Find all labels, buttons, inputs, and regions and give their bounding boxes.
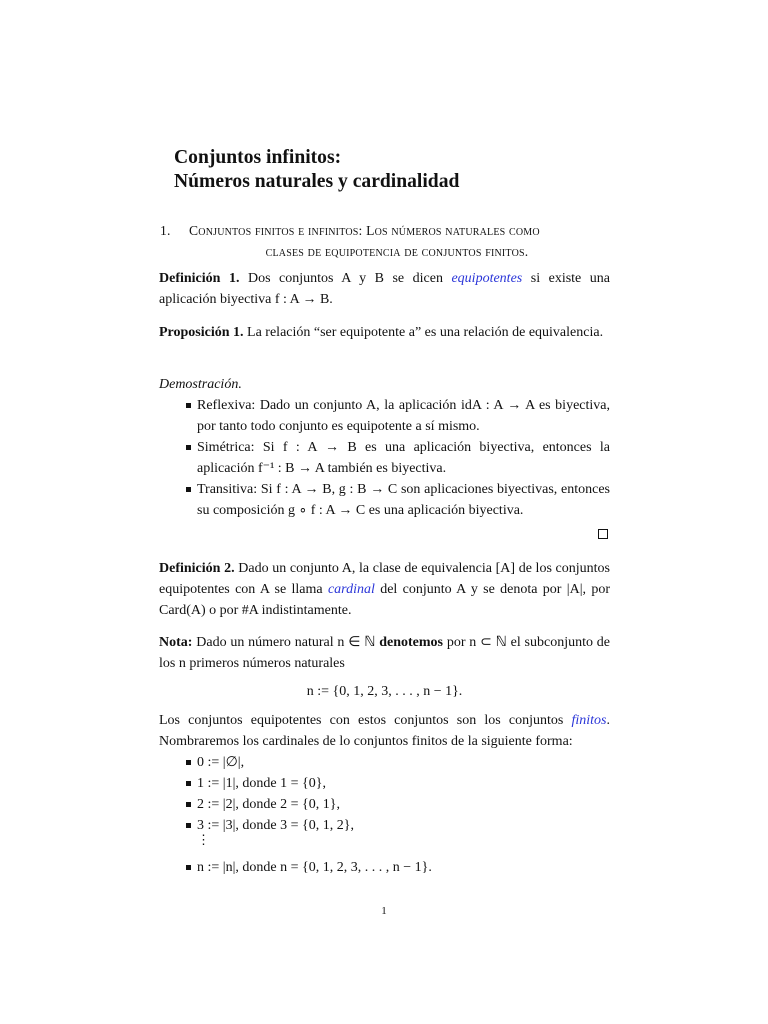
bullet-square-icon	[186, 781, 191, 786]
cardinal-item: 1 := |1|, donde 1 = {0},	[159, 773, 610, 794]
section-title-line-1: Conjuntos finitos e infinitos: Los números naturales como	[189, 223, 540, 238]
definition-2-label: Definición 2.	[159, 561, 235, 576]
bullet-square-icon	[186, 823, 191, 828]
cardinal-item: n := |n|, donde n = {0, 1, 2, 3, . . . , n − 1}.	[159, 857, 610, 878]
definition-1-label: Definición 1.	[159, 271, 240, 286]
definition-2-text-after: del conjunto A y se denota por |A|, por Card(A) o por #A indistintamente.	[159, 582, 610, 618]
nota-formula: n := {0, 1, 2, 3, . . . , n − 1}.	[306, 684, 463, 699]
cardinal-item: 0 := |∅|,	[159, 752, 610, 773]
definition-2	[159, 558, 610, 621]
proof-item-reflexiva: Reflexiva: Dado un conjunto A, la aplicación idA : A → A es biyectiva, por tanto todo conjunto es equipotente a sí mismo.	[159, 395, 610, 437]
proposition-1-text: La relación “ser equipotente a” es una relación de equivalencia.	[243, 325, 604, 340]
cardinal-item: 2 := |2|, donde 2 = {0, 1},	[159, 794, 610, 815]
proposition-1	[159, 322, 610, 343]
title-line-1: Conjuntos infinitos:	[174, 147, 342, 168]
nota	[159, 632, 610, 702]
definition-1	[159, 268, 610, 310]
definition-1-text-before: Dos conjuntos A y B se dicen	[239, 271, 452, 286]
bullet-square-icon	[186, 865, 191, 870]
term-cardinal: cardinal	[327, 582, 375, 597]
definition-1-text-after: si existe una aplicación biyectiva f : A → B.	[159, 271, 610, 307]
bullet-square-icon	[186, 403, 191, 408]
proof-label: Demostración.	[159, 377, 242, 392]
vertical-dots: ⋮	[197, 832, 210, 847]
bullet-square-icon	[186, 487, 191, 492]
nota-bold: denotemos	[379, 635, 444, 650]
nota-text-1: Dado un número natural n ∈ ℕ	[192, 635, 380, 650]
bullet-square-icon	[186, 802, 191, 807]
title-line-2: Números naturales y cardinalidad	[174, 171, 460, 192]
nota-text-2: por n ⊂ ℕ el subconjunto de los n primeros números naturales	[159, 635, 610, 671]
term-finitos: finitos	[571, 713, 607, 728]
section-heading	[160, 220, 608, 262]
proof-item-simetrica: Simétrica: Si f : A → B es una aplicación biyectiva, entonces la aplicación f⁻¹ : B → A también es biyectiva.	[159, 437, 610, 479]
cardinal-list	[159, 752, 610, 878]
section-number: 1.	[160, 223, 171, 238]
section-title-line-2: clases de equipotencia de conjuntos finitos.	[265, 244, 529, 259]
paragraph-text-before: Los conjuntos equipotentes con estos conjuntos son los conjuntos	[159, 713, 572, 728]
proof	[159, 374, 610, 521]
bullet-square-icon	[186, 760, 191, 765]
definition-2-text-before: Dado un conjunto A, la clase de equivalencia [A] de los conjuntos equipotentes con A se llama	[159, 561, 610, 597]
bullet-square-icon	[186, 445, 191, 450]
proposition-1-label: Proposición 1.	[159, 325, 244, 340]
nota-label: Nota:	[159, 635, 193, 650]
page-number: 1	[381, 905, 387, 917]
proof-item-transitiva: Transitiva: Si f : A → B, g : B → C son aplicaciones biyectivas, entonces su composición g ∘ f : A → C es una aplicación biyectiva.	[159, 479, 610, 521]
qed-square-icon	[598, 529, 608, 539]
proof-list	[159, 395, 610, 521]
term-equipotentes: equipotentes	[451, 271, 523, 286]
paragraph-text-after: . Nombraremos los cardinales de lo conjuntos finitos de la siguiente forma:	[159, 713, 610, 749]
cardinal-item: 3 := |3|, donde 3 = {0, 1, 2},	[159, 815, 610, 836]
finite-sets-paragraph	[159, 710, 610, 878]
paper-title	[174, 146, 459, 194]
